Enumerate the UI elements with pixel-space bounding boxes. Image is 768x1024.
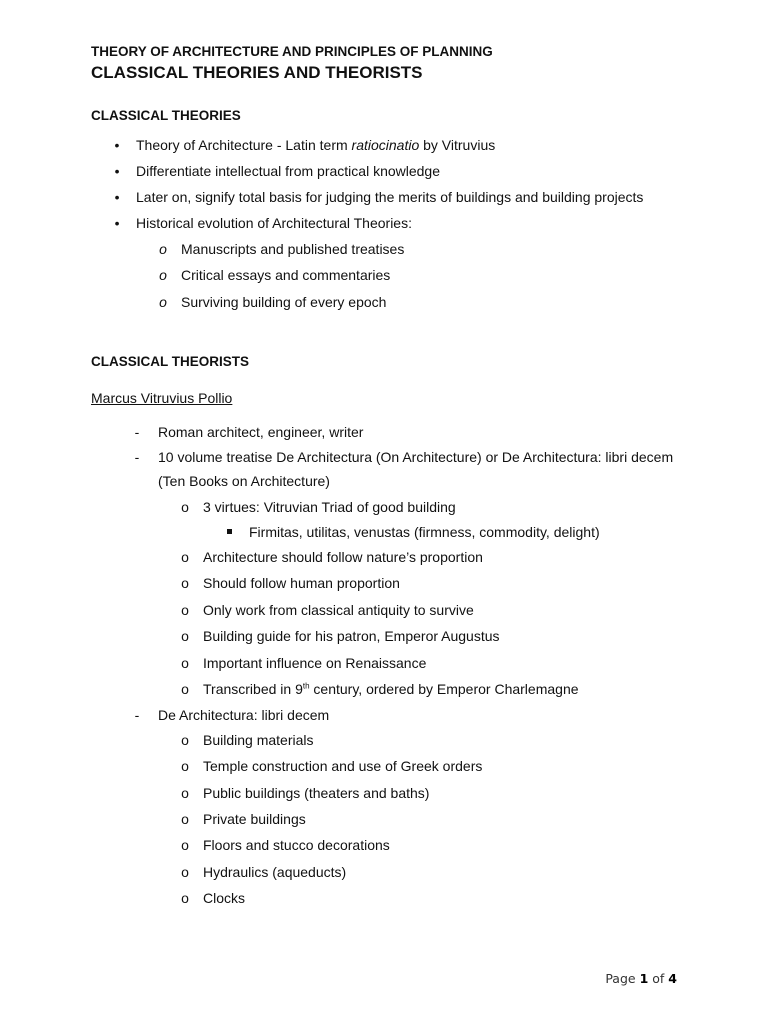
circle-marker: o (181, 811, 189, 827)
section-heading-classical-theories: CLASSICAL THEORIES (91, 108, 241, 123)
bullet-marker: • (114, 215, 120, 231)
circle-marker: o (159, 294, 167, 310)
book-topic: Floors and stucco decorations (203, 837, 390, 853)
theory-sub-bullet: Manuscripts and published treatises (181, 241, 405, 257)
circle-marker: o (181, 837, 189, 853)
treatise-sub-item: Only work from classical antiquity to survive (203, 602, 474, 618)
theory-bullet-3: Later on, signify total basis for judging the merits of buildings and building projects (136, 189, 644, 205)
treatise-sub-item: 3 virtues: Vitruvian Triad of good building (203, 499, 456, 515)
circle-marker: o (181, 655, 189, 671)
circle-marker: o (181, 890, 189, 906)
treatise-sub-item-transcribed: Transcribed in 9th century, ordered by Emperor Charlemagne (203, 681, 579, 697)
course-title: THEORY OF ARCHITECTURE AND PRINCIPLES OF PLANNING (91, 44, 493, 59)
theorist-item-2: 10 volume treatise De Architectura (On Architecture) or De Architectura: libri decem (158, 449, 674, 465)
theorist-item-1: Roman architect, engineer, writer (158, 424, 364, 440)
treatise-sub-item: Building guide for his patron, Emperor Augustus (203, 628, 500, 644)
book-topic: Hydraulics (aqueducts) (203, 864, 347, 880)
book-topic: Building materials (203, 732, 314, 748)
theorist-name: Marcus Vitruvius Pollio (91, 390, 233, 406)
circle-marker: o (181, 681, 189, 697)
section-heading-classical-theorists: CLASSICAL THEORISTS (91, 354, 250, 369)
dash-marker: - (134, 707, 140, 723)
circle-marker: o (181, 785, 189, 801)
circle-marker: o (181, 549, 189, 565)
circle-marker: o (181, 732, 189, 748)
circle-marker: o (181, 628, 189, 644)
treatise-sub-item: Important influence on Renaissance (203, 655, 427, 671)
square-bullet-marker (227, 529, 232, 534)
theory-sub-bullet: Critical essays and commentaries (181, 267, 391, 283)
book-topic: Clocks (203, 890, 246, 906)
circle-marker: o (181, 758, 189, 774)
book-topic: Temple construction and use of Greek orders (203, 758, 483, 774)
theory-sub-bullet: Surviving building of every epoch (181, 294, 387, 310)
circle-marker: o (159, 241, 167, 257)
vitruvian-triad: Firmitas, utilitas, venustas (firmness, commodity, delight) (249, 524, 600, 540)
document-title: CLASSICAL THEORIES AND THEORISTS (91, 63, 423, 82)
bullet-marker: • (114, 137, 120, 153)
theory-bullet-1: Theory of Architecture - Latin term ratiocinatio by Vitruvius (136, 137, 496, 153)
book-topic: Public buildings (theaters and baths) (203, 785, 430, 801)
circle-marker: o (159, 267, 167, 283)
book-topic: Private buildings (203, 811, 306, 827)
circle-marker: o (181, 864, 189, 880)
theorist-item-2-continued: (Ten Books on Architecture) (158, 473, 330, 489)
dash-marker: - (134, 424, 140, 440)
treatise-sub-item: Should follow human proportion (203, 575, 400, 591)
theorist-item-3: De Architectura: libri decem (158, 707, 330, 723)
theory-bullet-2: Differentiate intellectual from practical knowledge (136, 163, 441, 179)
dash-marker: - (134, 449, 140, 465)
circle-marker: o (181, 575, 189, 591)
treatise-sub-item: Architecture should follow nature’s proportion (203, 549, 483, 565)
page-number-footer: Page 1 of 4 (605, 971, 677, 986)
bullet-marker: • (114, 189, 120, 205)
circle-marker: o (181, 499, 189, 515)
circle-marker: o (181, 602, 189, 618)
theory-bullet-4: Historical evolution of Architectural Theories: (136, 215, 412, 231)
bullet-marker: • (114, 163, 120, 179)
